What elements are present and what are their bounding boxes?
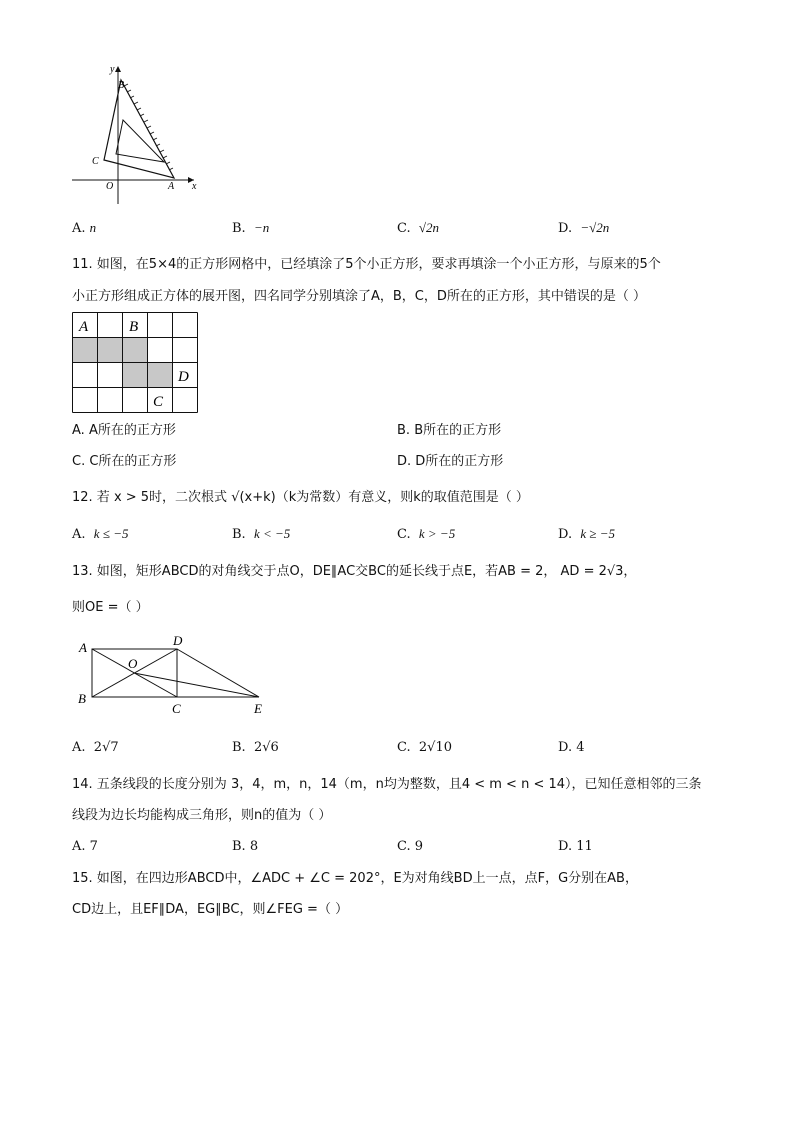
q13-option-a[interactable]: A. 2√7 — [72, 740, 119, 755]
q10-axis-y: y — [110, 64, 115, 75]
q11-option-d[interactable]: D. D所在的正方形 — [397, 454, 504, 469]
q13-stem-line2: 则OE =（ ） — [72, 600, 149, 615]
q10-option-b-value: −n — [253, 220, 270, 235]
q11-grid-label-d: D — [178, 369, 189, 385]
q11-grid-figure — [72, 312, 200, 414]
q10-option-b[interactable]: B. −n — [232, 220, 270, 236]
q11-grid-label-b: B — [129, 319, 139, 335]
q10-option-d-value: −√2n — [580, 220, 610, 235]
q11-stem-line1: 11. 如图，在5×4的正方形网格中，已经填涂了5个小正方形，要求再填涂一个小正方形，与原来的5个 — [72, 257, 661, 272]
q11-grid-label-a: A — [79, 319, 89, 335]
q13-figure — [74, 634, 274, 718]
q13-stem-line1: 13. 如图，矩形ABCD的对角线交于点O，DE∥AC交BC的延长线于点E，若AB = 2， AD = 2√3， — [72, 564, 637, 579]
q10-option-d[interactable]: D. −√2n — [558, 220, 610, 236]
q15-stem-line1: 15. 如图，在四边形ABCD中，∠ADC + ∠C = 202°，E为对角线BD上一点，点F，G分别在AB， — [72, 871, 638, 886]
q10-option-c[interactable]: C. √2n — [397, 220, 440, 236]
q10-label-o: O — [106, 181, 114, 192]
q14-option-c[interactable]: C. 9 — [397, 839, 424, 854]
q12-option-c[interactable]: C. k > −5 — [397, 526, 456, 542]
q12-option-b[interactable]: B. k < −5 — [232, 526, 291, 542]
q12-option-a[interactable]: A. k ≤ −5 — [72, 526, 129, 542]
q12-option-d[interactable]: D. k ≥ −5 — [558, 526, 616, 542]
q10-figure — [66, 62, 206, 207]
q10-option-c-value: √2n — [418, 220, 440, 235]
q10-option-a[interactable]: A. n — [72, 220, 97, 236]
q14-option-b[interactable]: B. 8 — [232, 839, 259, 854]
q14-stem-line1: 14. 五条线段的长度分别为 3，4，m，n，14（m，n均为整数，且4 < m < n < 14），已知任意相邻的三条 — [72, 777, 702, 792]
q11-stem-line2: 小正方形组成正方体的展开图，四名同学分别填涂了A，B，C，D所在的正方形，其中错误的是（ ） — [72, 289, 647, 304]
q13-option-d[interactable]: D. 4 — [558, 740, 585, 755]
q13-option-c[interactable]: C. 2√10 — [397, 740, 452, 755]
q14-stem-line2: 线段为边长均能构成三角形，则n的值为（ ） — [72, 808, 332, 823]
q14-option-a[interactable]: A. 7 — [72, 839, 98, 854]
q10-label-c: C — [92, 156, 99, 167]
q10-label-a: A — [168, 181, 175, 192]
q11-option-c[interactable]: C. C所在的正方形 — [72, 454, 177, 469]
q13-label-d: D — [173, 634, 183, 648]
q10-label-b: B — [118, 80, 125, 91]
q11-option-b[interactable]: B. B所在的正方形 — [397, 423, 502, 438]
q13-label-a: A — [79, 640, 87, 655]
q13-label-c: C — [172, 701, 181, 716]
q13-label-b: B — [78, 691, 86, 706]
q12-stem: 12. 若 x > 5时，二次根式 √(x+k)（k为常数）有意义，则k的取值范围是（ ） — [72, 490, 529, 505]
q13-label-e: E — [254, 701, 262, 716]
q11-option-a[interactable]: A. A所在的正方形 — [72, 423, 176, 438]
q14-option-d[interactable]: D. 11 — [558, 839, 593, 854]
q10-axis-x: x — [192, 181, 197, 192]
q11-grid-label-c: C — [153, 394, 164, 410]
q10-option-a-value: n — [89, 220, 97, 235]
q13-label-o: O — [128, 656, 138, 671]
q13-option-b[interactable]: B. 2√6 — [232, 740, 279, 755]
q15-stem-line2: CD边上，且EF∥DA，EG∥BC，则∠FEG =（ ） — [72, 902, 349, 917]
